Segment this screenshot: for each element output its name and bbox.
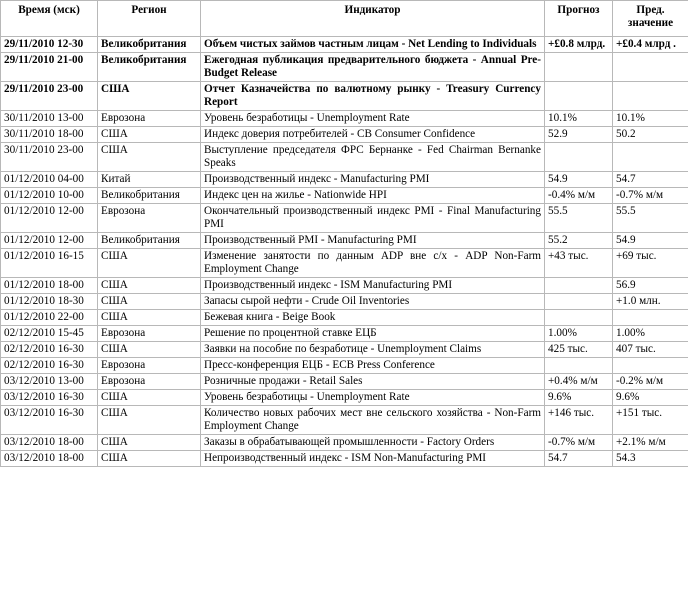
cell-time: 30/11/2010 23-00 <box>1 143 98 172</box>
cell-forecast <box>545 82 613 111</box>
cell-previous: 10.1% <box>613 111 688 127</box>
cell-previous: 54.7 <box>613 172 688 188</box>
cell-region: США <box>98 127 201 143</box>
table-row <box>1 249 688 278</box>
table-row <box>1 294 688 310</box>
cell-region: США <box>98 82 201 111</box>
cell-time: 03/12/2010 16-30 <box>1 406 98 435</box>
table-row <box>1 82 688 111</box>
cell-time: 29/11/2010 23-00 <box>1 82 98 111</box>
cell-region: США <box>98 310 201 326</box>
cell-indicator: Уровень безработицы - Unemployment Rate <box>201 390 545 406</box>
cell-previous: -0.7% м/м <box>613 188 688 204</box>
cell-forecast: 54.7 <box>545 451 613 467</box>
cell-region: США <box>98 249 201 278</box>
cell-forecast: -0.7% м/м <box>545 435 613 451</box>
table-row <box>1 143 688 172</box>
cell-indicator: Бежевая книга - Beige Book <box>201 310 545 326</box>
cell-indicator: Ежегодная публикация предварительного бюджета - Annual Pre-Budget Release <box>201 53 545 82</box>
cell-previous: 54.3 <box>613 451 688 467</box>
cell-previous: +2.1% м/м <box>613 435 688 451</box>
cell-region: Еврозона <box>98 204 201 233</box>
cell-forecast <box>545 294 613 310</box>
table-row <box>1 111 688 127</box>
cell-previous: 1.00% <box>613 326 688 342</box>
cell-time: 01/12/2010 16-15 <box>1 249 98 278</box>
cell-previous: 55.5 <box>613 204 688 233</box>
cell-time: 01/12/2010 18-00 <box>1 278 98 294</box>
table-row <box>1 342 688 358</box>
table-row <box>1 451 688 467</box>
cell-time: 01/12/2010 12-00 <box>1 204 98 233</box>
cell-indicator: Отчет Казначейства по валютному рынку - Treasury Currency Report <box>201 82 545 111</box>
cell-indicator: Пресс-конференция ЕЦБ - ECB Press Conference <box>201 358 545 374</box>
cell-region: США <box>98 390 201 406</box>
cell-forecast: +43 тыс. <box>545 249 613 278</box>
table-row <box>1 172 688 188</box>
table-row <box>1 188 688 204</box>
cell-forecast: +146 тыс. <box>545 406 613 435</box>
header-forecast: Прогноз <box>545 1 613 37</box>
cell-indicator: Выступление председателя ФРС Бернанке - Fed Chairman Bernanke Speaks <box>201 143 545 172</box>
table-row <box>1 435 688 451</box>
cell-region: Еврозона <box>98 111 201 127</box>
table-row <box>1 278 688 294</box>
cell-previous <box>613 310 688 326</box>
cell-forecast <box>545 310 613 326</box>
cell-indicator: Производственный PMI - Manufacturing PMI <box>201 233 545 249</box>
cell-region: Великобритания <box>98 188 201 204</box>
cell-forecast: 55.5 <box>545 204 613 233</box>
table-row <box>1 310 688 326</box>
table-body <box>1 37 688 467</box>
cell-region: США <box>98 406 201 435</box>
cell-time: 03/12/2010 18-00 <box>1 435 98 451</box>
cell-time: 02/12/2010 16-30 <box>1 342 98 358</box>
cell-previous: +151 тыс. <box>613 406 688 435</box>
table-row <box>1 326 688 342</box>
cell-forecast: 55.2 <box>545 233 613 249</box>
cell-time: 29/11/2010 21-00 <box>1 53 98 82</box>
cell-region: США <box>98 435 201 451</box>
cell-forecast: 54.9 <box>545 172 613 188</box>
cell-forecast <box>545 53 613 82</box>
cell-time: 02/12/2010 16-30 <box>1 358 98 374</box>
cell-region: Китай <box>98 172 201 188</box>
cell-region: США <box>98 451 201 467</box>
header-region: Регион <box>98 1 201 37</box>
table-row <box>1 406 688 435</box>
table-row <box>1 358 688 374</box>
cell-time: 01/12/2010 18-30 <box>1 294 98 310</box>
table-row <box>1 53 688 82</box>
table-row <box>1 374 688 390</box>
cell-previous <box>613 82 688 111</box>
cell-forecast: 10.1% <box>545 111 613 127</box>
cell-time: 30/11/2010 13-00 <box>1 111 98 127</box>
header-previous-line2: значение <box>627 17 674 29</box>
cell-previous: 407 тыс. <box>613 342 688 358</box>
cell-indicator: Производственный индекс - Manufacturing PMI <box>201 172 545 188</box>
cell-region: США <box>98 342 201 358</box>
cell-indicator: Заявки на пособие по безработице - Unemployment Claims <box>201 342 545 358</box>
cell-forecast: 52.9 <box>545 127 613 143</box>
table-row <box>1 127 688 143</box>
cell-forecast: -0.4% м/м <box>545 188 613 204</box>
cell-time: 01/12/2010 04-00 <box>1 172 98 188</box>
cell-indicator: Запасы сырой нефти - Crude Oil Inventories <box>201 294 545 310</box>
cell-forecast: 1.00% <box>545 326 613 342</box>
cell-time: 03/12/2010 18-00 <box>1 451 98 467</box>
cell-forecast: 9.6% <box>545 390 613 406</box>
cell-indicator: Решение по процентной ставке ЕЦБ <box>201 326 545 342</box>
cell-indicator: Количество новых рабочих мест вне сельского хозяйства - Non-Farm Employment Change <box>201 406 545 435</box>
cell-previous: +69 тыс. <box>613 249 688 278</box>
cell-previous <box>613 358 688 374</box>
cell-region: Великобритания <box>98 53 201 82</box>
cell-region: США <box>98 294 201 310</box>
cell-forecast: +£0.8 млрд. <box>545 37 613 53</box>
cell-time: 30/11/2010 18-00 <box>1 127 98 143</box>
cell-previous: 50.2 <box>613 127 688 143</box>
header-previous <box>613 1 688 37</box>
cell-forecast <box>545 278 613 294</box>
table-row <box>1 233 688 249</box>
cell-indicator: Непроизводственный индекс - ISM Non-Manufacturing PMI <box>201 451 545 467</box>
cell-time: 03/12/2010 16-30 <box>1 390 98 406</box>
table-row <box>1 37 688 53</box>
table-row <box>1 204 688 233</box>
header-indicator: Индикатор <box>201 1 545 37</box>
cell-time: 03/12/2010 13-00 <box>1 374 98 390</box>
cell-previous: 54.9 <box>613 233 688 249</box>
cell-region: Великобритания <box>98 233 201 249</box>
cell-indicator: Индекс цен на жилье - Nationwide HPI <box>201 188 545 204</box>
cell-previous: +1.0 млн. <box>613 294 688 310</box>
cell-indicator: Производственный индекс - ISM Manufacturing PMI <box>201 278 545 294</box>
cell-previous <box>613 53 688 82</box>
cell-indicator: Индекс доверия потребителей - CB Consumer Confidence <box>201 127 545 143</box>
cell-indicator: Объем чистых займов частным лицам - Net Lending to Individuals <box>201 37 545 53</box>
cell-time: 01/12/2010 22-00 <box>1 310 98 326</box>
cell-region: Великобритания <box>98 37 201 53</box>
cell-time: 01/12/2010 12-00 <box>1 233 98 249</box>
cell-forecast <box>545 358 613 374</box>
cell-indicator: Уровень безработицы - Unemployment Rate <box>201 111 545 127</box>
cell-region: Еврозона <box>98 374 201 390</box>
header-previous-line1: Пред. <box>636 4 665 16</box>
header-time: Время (мск) <box>1 1 98 37</box>
cell-previous: -0.2% м/м <box>613 374 688 390</box>
table-row <box>1 390 688 406</box>
cell-time: 29/11/2010 12-30 <box>1 37 98 53</box>
cell-region: Еврозона <box>98 326 201 342</box>
cell-time: 01/12/2010 10-00 <box>1 188 98 204</box>
cell-region: США <box>98 278 201 294</box>
cell-previous <box>613 143 688 172</box>
cell-region: США <box>98 143 201 172</box>
cell-indicator: Окончательный производственный индекс PMI - Final Manufacturing PMI <box>201 204 545 233</box>
cell-indicator: Розничные продажи - Retail Sales <box>201 374 545 390</box>
cell-forecast: 425 тыс. <box>545 342 613 358</box>
cell-previous: 56.9 <box>613 278 688 294</box>
cell-previous: +£0.4 млрд . <box>613 37 688 53</box>
cell-region: Еврозона <box>98 358 201 374</box>
cell-previous: 9.6% <box>613 390 688 406</box>
cell-forecast: +0.4% м/м <box>545 374 613 390</box>
cell-indicator: Изменение занятости по данным ADP вне с/х - ADP Non-Farm Employment Change <box>201 249 545 278</box>
table-header-row <box>1 1 688 37</box>
cell-time: 02/12/2010 15-45 <box>1 326 98 342</box>
cell-forecast <box>545 143 613 172</box>
cell-indicator: Заказы в обрабатывающей промышленности - Factory Orders <box>201 435 545 451</box>
